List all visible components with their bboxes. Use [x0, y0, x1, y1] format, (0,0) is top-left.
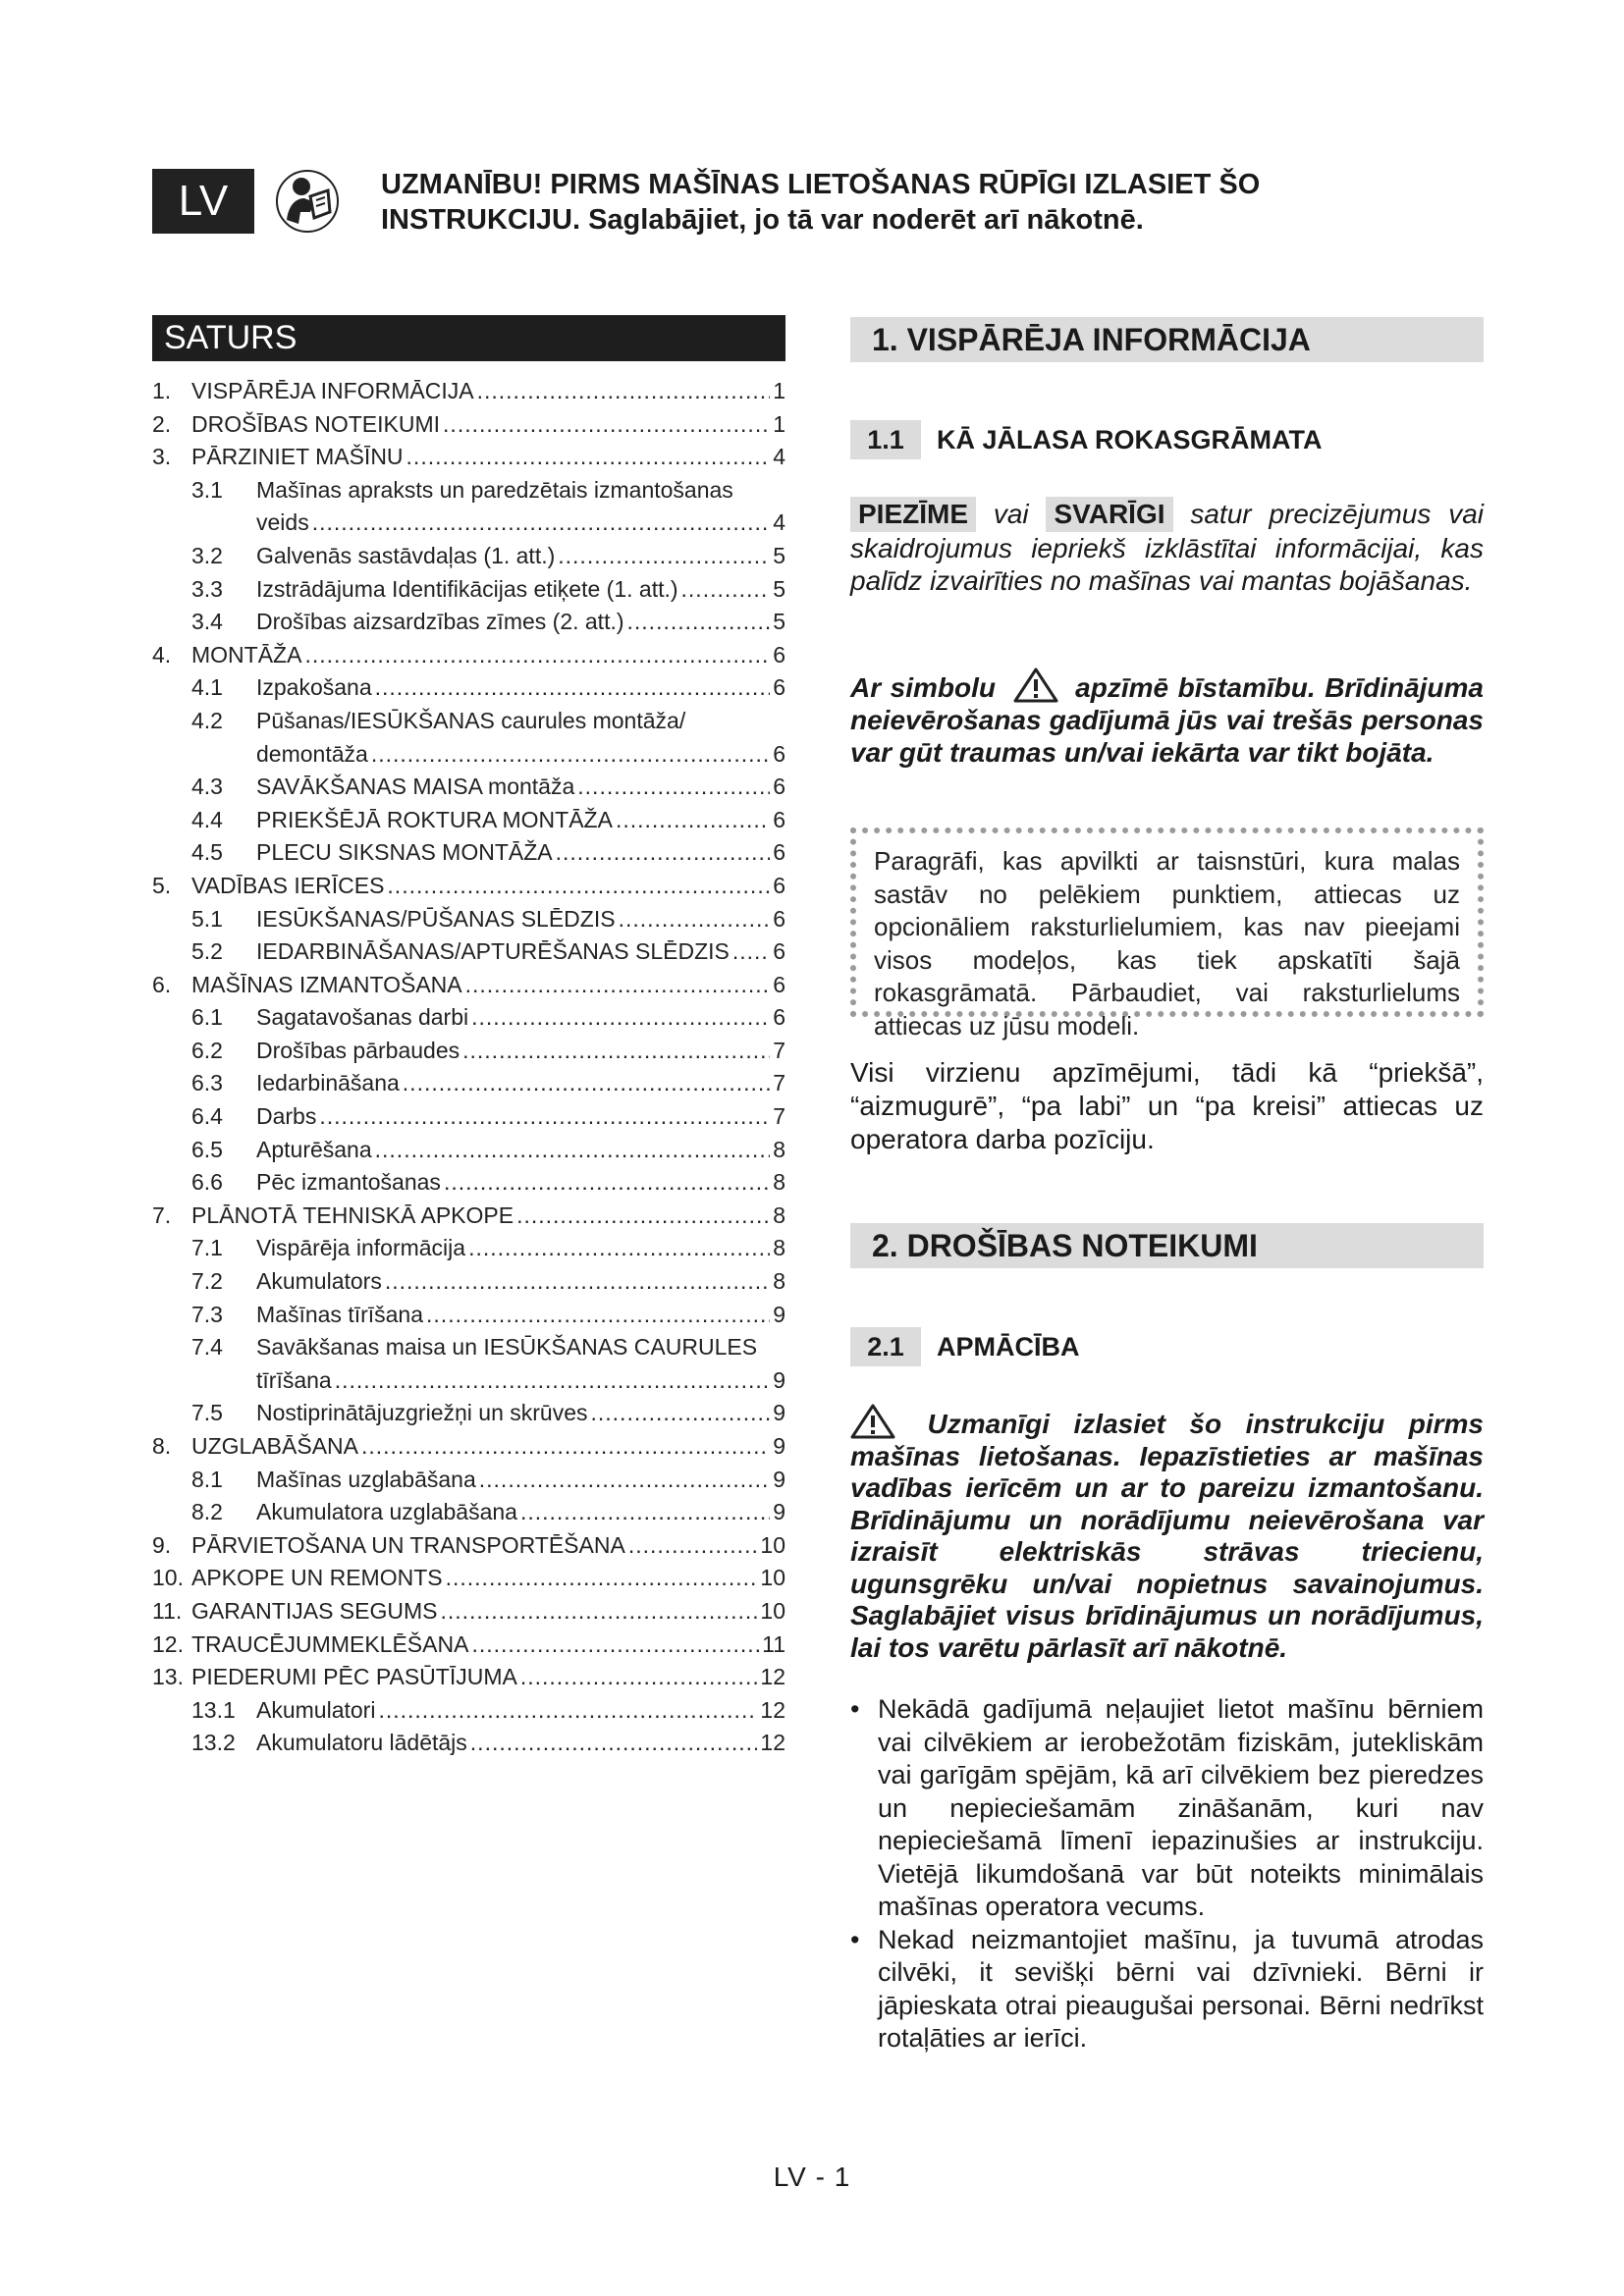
note-text: satur precizējumus vai skaidrojumus iepriekš izklāstītai informācijai, kas palīdz izvairīties no mašīnas vai mantas bojāšanas. — [850, 499, 1484, 596]
toc-entry-number: 4.3 — [191, 774, 223, 800]
table-of-contents — [152, 378, 785, 1763]
toc-entry[interactable] — [152, 1467, 785, 1500]
toc-entry-page: 6 — [773, 641, 785, 667]
toc-entry-label: SAVĀKŠANAS MAISA montāža — [256, 774, 575, 800]
toc-leader-dots — [319, 1103, 770, 1130]
toc-entry-number: 11. — [152, 1597, 183, 1624]
toc-entry-label: Iedarbināšana — [256, 1070, 400, 1096]
toc-entry-page: 12 — [760, 1664, 785, 1690]
page-number: LV - 1 — [773, 2162, 851, 2192]
toc-entry-number: 13.1 — [191, 1696, 236, 1723]
safety-bullet-list — [850, 1693, 1484, 2056]
toc-entry-number: 13.2 — [191, 1730, 236, 1756]
toc-leader-dots — [556, 839, 771, 866]
toc-entry-page: 5 — [773, 575, 785, 602]
toc-entry-label: DROŠĪBAS NOTEIKUMI — [191, 410, 441, 437]
toc-leader-dots — [616, 807, 770, 833]
toc-leader-dots — [403, 1070, 770, 1096]
toc-entry-page: 10 — [760, 1565, 785, 1591]
toc-entry-number: 3.3 — [191, 575, 223, 602]
toc-entry-label: Akumulatoru lādētājs — [256, 1730, 467, 1756]
subsection-1-1-heading — [850, 420, 1323, 459]
toc-entry[interactable] — [152, 509, 785, 543]
toc-entry[interactable] — [152, 411, 785, 445]
toc-entry-number: 5.2 — [191, 938, 223, 965]
toc-entry[interactable] — [152, 741, 785, 774]
toc-entry-number: 7.5 — [191, 1400, 223, 1426]
toc-entry-label: IESŪKŠANAS/PŪŠANAS SLĒDZIS — [256, 905, 616, 932]
toc-entry[interactable] — [152, 1202, 785, 1236]
subsection-label: KĀ JĀLASA ROKASGRĀMATA — [937, 424, 1323, 454]
toc-entry[interactable] — [152, 1532, 785, 1566]
toc-entry[interactable] — [152, 444, 785, 477]
subsection-label: APMĀCĪBA — [937, 1331, 1080, 1362]
toc-entry-label: Vispārēja informācija — [256, 1235, 466, 1261]
warning-triangle-icon — [1013, 667, 1058, 703]
toc-leader-dots — [443, 411, 770, 438]
toc-leader-dots — [312, 509, 771, 536]
toc-leader-dots — [520, 1499, 770, 1525]
toc-entry[interactable] — [152, 972, 785, 1005]
toc-entry-number: 6. — [152, 971, 172, 997]
toc-entry-page: 8 — [773, 1136, 785, 1162]
toc-entry[interactable] — [152, 1598, 785, 1631]
toc-leader-dots — [577, 774, 770, 800]
toc-entry-number: 5.1 — [191, 905, 223, 932]
subsection-2-1-heading — [850, 1327, 1080, 1366]
toc-leader-dots — [444, 1169, 770, 1196]
toc-entry-number: 4.2 — [191, 707, 223, 733]
subsection-number: 1.1 — [850, 420, 921, 459]
toc-entry[interactable] — [152, 642, 785, 675]
toc-leader-dots — [471, 1004, 770, 1031]
toc-leader-dots — [558, 543, 770, 569]
toc-entry-label: Mašīnas tīrīšana — [256, 1301, 424, 1327]
toc-entry-page: 7 — [773, 1103, 785, 1130]
toc-entry[interactable] — [152, 674, 785, 708]
toc-leader-dots — [375, 674, 771, 701]
symbol-text: apzīmē bīstamību. Brīdinājuma neievērošanas gadījumā jūs vai trešās personas var gūt traumas un/vai iekārta var tikt bojāta. — [850, 672, 1484, 768]
toc-entry-page: 9 — [773, 1400, 785, 1426]
toc-leader-dots — [378, 1697, 757, 1724]
important-tag: SVARĪGI — [1046, 497, 1172, 532]
toc-entry-label: Izstrādājuma Identifikācijas etiķete (1. att.) — [256, 575, 678, 602]
toc-entry-page: 6 — [773, 674, 785, 701]
toc-entry-number: 4.1 — [191, 674, 223, 701]
toc-entry-number: 6.2 — [191, 1037, 223, 1063]
toc-entry-number: 4.5 — [191, 839, 223, 866]
toc-entry-number: 7.2 — [191, 1268, 223, 1295]
section-1-title: 1. VISPĀRĒJA INFORMĀCIJA — [850, 317, 1484, 362]
note-conjunction: vai — [993, 499, 1029, 529]
toc-entry-label: UZGLABĀŠANA — [191, 1433, 358, 1459]
toc-entry-page: 6 — [773, 839, 785, 866]
toc-entry[interactable] — [152, 774, 785, 807]
toc-entry-number: 8. — [152, 1433, 172, 1459]
toc-leader-dots — [406, 444, 771, 470]
toc-leader-dots — [371, 741, 770, 768]
toc-entry-page: 6 — [773, 740, 785, 767]
toc-entry-page: 1 — [773, 378, 785, 403]
toc-entry-label: Akumulatori — [256, 1696, 376, 1723]
toc-entry-number: 3.4 — [191, 609, 223, 635]
toc-entry[interactable] — [152, 708, 785, 741]
symbol-intro: Ar simbolu — [850, 672, 997, 703]
toc-leader-dots — [732, 938, 770, 965]
toc-entry[interactable] — [152, 1268, 785, 1302]
toc-entry-number: 9. — [152, 1531, 172, 1558]
toc-entry[interactable] — [152, 873, 785, 906]
toc-entry[interactable] — [152, 1004, 785, 1038]
toc-entry-number: 3.1 — [191, 476, 223, 503]
toc-entry-page: 8 — [773, 1235, 785, 1261]
toc-entry-page: 8 — [773, 1268, 785, 1295]
toc-entry[interactable] — [152, 576, 785, 610]
toc-leader-dots — [335, 1367, 770, 1394]
toc-entry-page: 6 — [773, 938, 785, 965]
toc-entry-page: 12 — [760, 1730, 785, 1756]
toc-entry-page: 9 — [773, 1301, 785, 1327]
language-badge: LV — [152, 169, 254, 234]
toc-leader-dots — [465, 972, 771, 998]
toc-entry-label: Darbs — [256, 1103, 317, 1130]
toc-entry-number: 8.1 — [191, 1466, 223, 1492]
toc-leader-dots — [440, 1598, 757, 1625]
toc-entry-number: 4.4 — [191, 806, 223, 832]
toc-leader-dots — [516, 1202, 770, 1229]
toc-entry-label: PĀRZINIET MAŠĪNU — [191, 444, 404, 470]
toc-leader-dots — [385, 1268, 770, 1295]
toc-leader-dots — [361, 1433, 770, 1460]
toc-entry-page: 11 — [762, 1630, 785, 1657]
toc-entry-label: VISPĀRĒJA INFORMĀCIJA — [191, 378, 474, 403]
toc-entry-label: Apturēšana — [256, 1136, 372, 1162]
toc-entry[interactable] — [152, 1697, 785, 1731]
toc-entry-page: 10 — [760, 1531, 785, 1558]
list-item: • Nekādā gadījumā neļaujiet lietot mašīnu bērniem vai cilvēkiem ar ierobežotām fiziskām, jutekliskām vai garīgām spējām, kā arī cilvēkiem bez pieredzes un nepieciešamām zināšanām, kuri nav nepieciešamā līmenī iepazinušies ar instrukciju. Vietējā likumdošanā var būt noteikts minimālais mašīnas operatora vecums. — [850, 1693, 1484, 1924]
toc-leader-dots — [619, 906, 771, 933]
toc-entry-number: 1. — [152, 378, 172, 403]
toc-leader-dots — [468, 1235, 770, 1261]
toc-entry[interactable] — [152, 807, 785, 840]
toc-entry[interactable] — [152, 1631, 785, 1665]
toc-entry-label: MONTĀŽA — [191, 641, 302, 667]
toc-leader-dots — [462, 1038, 770, 1064]
warning-triangle-icon — [850, 1404, 895, 1439]
toc-entry-page: 5 — [773, 609, 785, 635]
toc-entry-label: Akumulators — [256, 1268, 382, 1295]
toc-entry-number: 12. — [152, 1630, 184, 1657]
toc-entry[interactable] — [152, 1499, 785, 1532]
toc-entry-page: 4 — [773, 509, 785, 536]
optional-features-text: Paragrāfi, kas apvilkti ar taisnstūri, kura malas sastāv no pelēkiem punktiem, attiecas uz opcionāliem raksturlielumiem, kas nav pieejami visos modeļos, kas tiek apskatīti šajā rokasgrāmatā. Pārbaudiet, vai raksturlielums attiecas uz jūsu modeli. — [874, 846, 1460, 1041]
toc-entry-page: 6 — [773, 905, 785, 932]
toc-entry-label: Drošības pārbaudes — [256, 1037, 460, 1063]
toc-entry-label: APKOPE UN REMONTS — [191, 1565, 443, 1591]
toc-leader-dots — [520, 1664, 758, 1690]
toc-leader-dots — [387, 873, 770, 899]
toc-entry-page: 9 — [773, 1433, 785, 1459]
training-warning-text: Uzmanīgi izlasiet šo instrukciju pirms mašīnas lietošanas. Iepazīstieties ar mašīnas vadības ierīcēm un ar to pareizu izmantošanu. Brīdinājumu un norādījumu neievērošana var izraisīt elektriskās strāvas triecienu, ugunsgrēku un/vai nopietnus savainojumus. Saglabājiet visus brīdinājumus un norādījumus, lai tos varētu pārlasīt arī nākotnē. — [850, 1409, 1484, 1663]
toc-leader-dots — [628, 1532, 758, 1559]
toc-entry[interactable] — [152, 1302, 785, 1335]
toc-entry-label: TRAUCĒJUMMEKLĒŠANA — [191, 1630, 469, 1657]
toc-entry-page: 5 — [773, 542, 785, 568]
toc-entry-number: 8.2 — [191, 1499, 223, 1525]
toc-entry-label: Drošības aizsardzības zīmes (2. att.) — [256, 609, 624, 635]
toc-entry-page: 6 — [773, 971, 785, 997]
toc-leader-dots — [471, 1631, 759, 1658]
toc-entry[interactable] — [152, 1103, 785, 1137]
toc-entry-label: GARANTIJAS SEGUMS — [191, 1597, 438, 1624]
toc-entry[interactable] — [152, 378, 785, 411]
toc-entry-page: 12 — [760, 1696, 785, 1723]
toc-leader-dots — [375, 1137, 771, 1163]
toc-entry-number: 6.5 — [191, 1136, 223, 1162]
toc-entry-label: PĀRVIETOŠANA UN TRANSPORTĒŠANA — [191, 1531, 625, 1558]
toc-entry-page: 6 — [773, 872, 785, 898]
toc-leader-dots — [477, 378, 771, 404]
toc-entry-label: PIEDERUMI PĒC PASŪTĪJUMA — [191, 1664, 517, 1690]
toc-entry[interactable] — [152, 1038, 785, 1071]
toc-entry[interactable] — [152, 1730, 785, 1763]
toc-entry-page: 6 — [773, 1004, 785, 1031]
toc-entry-label: tīrīšana — [256, 1366, 332, 1393]
toc-entry[interactable] — [152, 906, 785, 939]
toc-entry-page: 6 — [773, 806, 785, 832]
toc-entry-label: Nostiprinātājuzgriežņi un skrūves — [256, 1400, 588, 1426]
reading-manual-icon — [275, 169, 340, 234]
toc-entry-label: IEDARBINĀŠANAS/APTURĒŠANAS SLĒDZIS — [256, 938, 730, 965]
toc-entry-label: demontāža — [256, 740, 368, 767]
toc-leader-dots — [479, 1467, 770, 1493]
toc-leader-dots — [426, 1302, 770, 1328]
toc-entry-label: VADĪBAS IERĪCES — [191, 872, 385, 898]
toc-entry-label: Pēc izmantošanas — [256, 1169, 441, 1196]
toc-entry-label: Izpakošana — [256, 674, 372, 701]
toc-leader-dots — [446, 1565, 758, 1591]
direction-paragraph: Visi virzienu apzīmējumi, tādi kā “priekšā”, “aizmugurē”, “pa labi” un “pa kreisi” attiecas uz operatora darba pozīciju. — [850, 1057, 1484, 1154]
toc-entry-label: Galvenās sastāvdaļas (1. att.) — [256, 542, 556, 568]
toc-entry-number: 13. — [152, 1664, 184, 1690]
toc-entry-number: 6.3 — [191, 1070, 223, 1096]
toc-entry[interactable] — [152, 477, 785, 510]
toc-entry-number: 10. — [152, 1565, 184, 1591]
toc-entry[interactable] — [152, 1169, 785, 1202]
toc-entry-number: 7. — [152, 1201, 172, 1228]
toc-entry-page: 9 — [773, 1499, 785, 1525]
toc-entry[interactable] — [152, 1367, 785, 1401]
toc-entry-page: 9 — [773, 1466, 785, 1492]
section-2-title: 2. DROŠĪBAS NOTEIKUMI — [850, 1223, 1484, 1268]
toc-entry-page: 7 — [773, 1037, 785, 1063]
toc-entry-page: 6 — [773, 774, 785, 800]
note-important-paragraph — [850, 497, 1484, 597]
list-item: • Nekad neizmantojiet mašīnu, ja tuvumā atrodas cilvēki, it sevišķi bērni vai dzīvnieki. Bērni ir jāpieskata otrai pieaugušai personai. Bērni nedrīkst rotaļāties ar ierīci. — [850, 1924, 1484, 2056]
toc-entry[interactable] — [152, 1400, 785, 1433]
toc-entry-number: 4. — [152, 641, 172, 667]
toc-entry[interactable] — [152, 839, 785, 873]
toc-entry-page: 7 — [773, 1070, 785, 1096]
toc-leader-dots — [627, 609, 771, 635]
toc-entry-label: Sagatavošanas darbi — [256, 1004, 469, 1031]
toc-entry-number: 2. — [152, 410, 172, 437]
note-tag: PIEZĪME — [850, 497, 976, 532]
toc-entry-page: 1 — [773, 410, 785, 437]
toc-entry-number: 3. — [152, 444, 172, 470]
toc-entry-number: 6.1 — [191, 1004, 223, 1031]
subsection-number: 2.1 — [850, 1327, 921, 1366]
toc-entry[interactable] — [152, 938, 785, 972]
optional-features-box — [850, 828, 1484, 1041]
toc-leader-dots — [591, 1400, 771, 1426]
toc-entry[interactable] — [152, 1664, 785, 1697]
toc-entry[interactable] — [152, 1565, 785, 1598]
toc-entry-page: 8 — [773, 1169, 785, 1196]
toc-leader-dots — [470, 1730, 758, 1756]
toc-entry-label: veids — [256, 509, 309, 536]
toc-entry-label: Pūšanas/IESŪKŠANAS caurules montāža/ — [256, 707, 686, 733]
hazard-symbol-paragraph — [850, 667, 1484, 769]
toc-entry-number: 7.3 — [191, 1301, 223, 1327]
toc-entry-number: 6.6 — [191, 1169, 223, 1196]
toc-leader-dots — [304, 642, 770, 668]
toc-entry-label: Savākšanas maisa un IESŪKŠANAS CAURULES — [256, 1334, 758, 1361]
safety-read-warning: UZMANĪBU! PIRMS MAŠĪNAS LIETOŠANAS RŪPĪGI IZLASIET ŠO INSTRUKCIJU. Saglabājiet, jo tā var noderēt arī nākotnē. — [381, 169, 1261, 236]
toc-entry-label: Akumulatora uzglabāšana — [256, 1499, 517, 1525]
toc-entry-page: 4 — [773, 444, 785, 470]
toc-entry-number: 3.2 — [191, 542, 223, 568]
toc-entry-number: 5. — [152, 872, 172, 898]
toc-entry-label: MAŠĪNAS IZMANTOŠANA — [191, 971, 462, 997]
toc-entry-number: 7.4 — [191, 1334, 223, 1361]
toc-entry-number: 6.4 — [191, 1103, 223, 1130]
toc-entry-page: 9 — [773, 1366, 785, 1393]
toc-title: SATURS — [152, 315, 785, 361]
toc-entry-page: 8 — [773, 1201, 785, 1228]
toc-entry-label: Mašīnas uzglabāšana — [256, 1466, 476, 1492]
toc-entry[interactable] — [152, 1334, 785, 1367]
toc-entry-page: 10 — [760, 1597, 785, 1624]
toc-entry[interactable] — [152, 1070, 785, 1103]
toc-leader-dots — [681, 576, 771, 603]
toc-entry-number: 7.1 — [191, 1235, 223, 1261]
toc-entry[interactable] — [152, 1137, 785, 1170]
training-warning — [850, 1404, 1484, 1664]
toc-entry-label: PLECU SIKSNAS MONTĀŽA — [256, 839, 553, 866]
toc-entry-label: PRIEKŠĒJĀ ROKTURA MONTĀŽA — [256, 806, 613, 832]
toc-entry[interactable] — [152, 1433, 785, 1467]
toc-entry[interactable] — [152, 543, 785, 576]
toc-entry[interactable] — [152, 1235, 785, 1268]
toc-entry[interactable] — [152, 609, 785, 642]
toc-entry-label: Mašīnas apraksts un paredzētais izmantošanas — [256, 476, 733, 503]
toc-entry-label: PLĀNOTĀ TEHNISKĀ APKOPE — [191, 1201, 514, 1228]
